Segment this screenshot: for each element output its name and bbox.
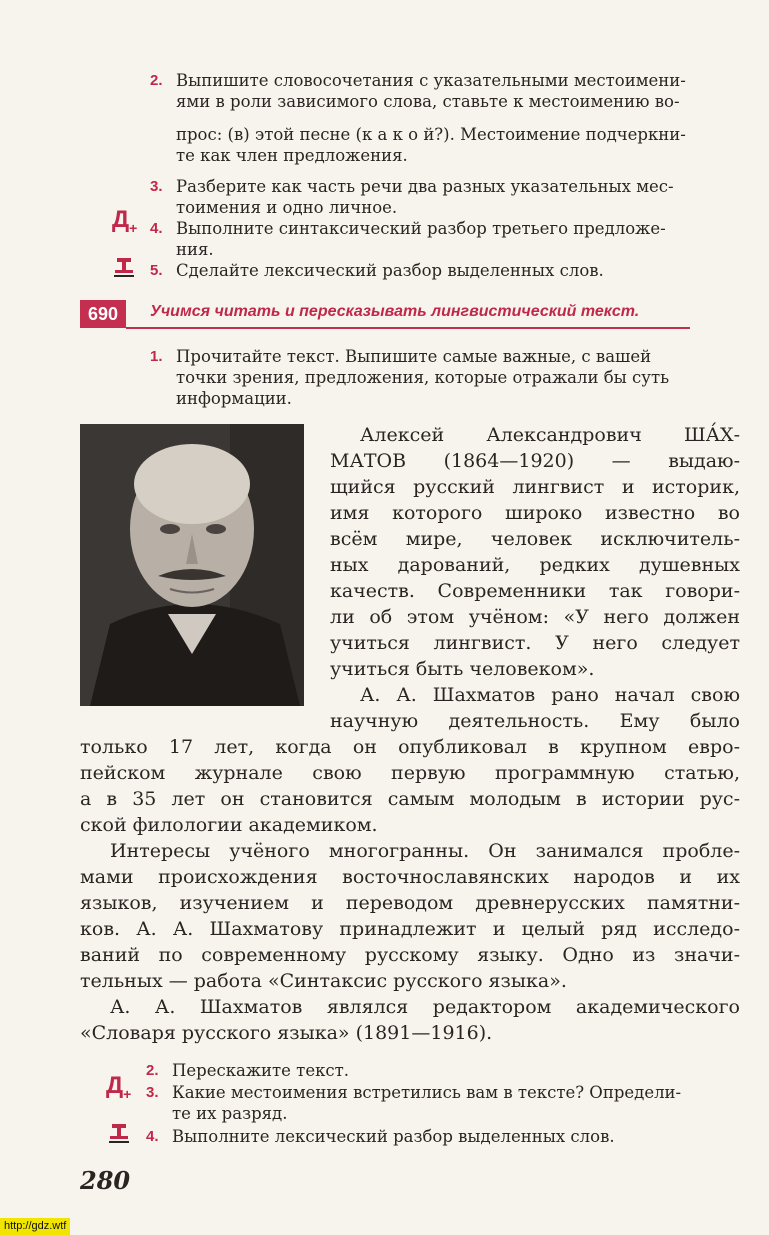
task-4-bottom bbox=[146, 1126, 746, 1148]
paragraph-main bbox=[80, 734, 740, 1046]
text-line: щийся русский лингвист и историк, bbox=[330, 476, 740, 498]
text-line: а в 35 лет он становится самым молодым в истории рус- bbox=[80, 788, 740, 810]
task-number: 5. bbox=[150, 262, 163, 279]
stamp-icon bbox=[108, 1122, 130, 1144]
task-text bbox=[176, 176, 674, 218]
text-line: тельных — работа «Синтаксис русского языка». bbox=[80, 970, 567, 992]
task-line: прос: (в) этой песне (к а к о й?). Местоимение подчеркни- bbox=[176, 125, 686, 144]
task-text bbox=[176, 260, 604, 281]
text-line: мами происхождения восточнославянских народов и их bbox=[80, 866, 740, 888]
task-line: Выпишите словосочетания с указательными местоимени- bbox=[176, 71, 686, 90]
task-2-top bbox=[150, 70, 750, 170]
stamp-icon bbox=[113, 256, 135, 278]
task-4-top bbox=[150, 218, 750, 260]
task-number: 2. bbox=[150, 72, 163, 89]
portrait-photo bbox=[80, 424, 304, 706]
task-line: точки зрения, предложения, которые отражали бы суть bbox=[176, 368, 670, 387]
text-line: ков. А. А. Шахматову принадлежит и целый ряд исследо- bbox=[80, 918, 740, 940]
exercise-number: 690 bbox=[80, 300, 126, 328]
task-5-top bbox=[150, 260, 750, 282]
text-line: имя которого широко известно во bbox=[330, 502, 740, 524]
header-rule bbox=[126, 327, 690, 329]
page-number: 280 bbox=[80, 1166, 131, 1195]
text-line: А. А. Шахматов рано начал свою bbox=[360, 684, 740, 706]
task-line: Прочитайте текст. Выпишите самые важные, с вашей bbox=[176, 347, 652, 366]
watermark-link[interactable]: http://gdz.wtf bbox=[0, 1218, 70, 1235]
task-line: те их разряд. bbox=[172, 1104, 288, 1123]
task-line: информации. bbox=[176, 389, 292, 408]
text-line: научную деятельность. Ему было bbox=[330, 710, 740, 732]
d-plus-icon: $Д_+$ bbox=[106, 1072, 132, 1102]
task-text bbox=[172, 1082, 681, 1124]
text-line: А. А. Шахматов являлся редактором академического bbox=[110, 996, 740, 1018]
task-number: 3. bbox=[150, 178, 163, 195]
task-3-bottom bbox=[146, 1082, 746, 1124]
text-line: ных дарований, редких душевных bbox=[330, 554, 740, 576]
task-3-top bbox=[150, 176, 750, 218]
text-line: ли об этом учёном: «У него должен bbox=[330, 606, 740, 628]
task-line: Какие местоимения встретились вам в тексте? Определи- bbox=[172, 1083, 682, 1102]
task-text bbox=[176, 346, 669, 409]
text-line: только 17 лет, когда он опубликовал в крупном евро- bbox=[80, 736, 740, 758]
task-line: те как член предложения. bbox=[176, 146, 408, 165]
task-text bbox=[172, 1126, 615, 1147]
text-line: ской филологии академиком. bbox=[80, 814, 378, 836]
text-line: качеств. Современники так говори- bbox=[330, 580, 740, 602]
paragraph-intro bbox=[330, 422, 740, 734]
task-line: Перескажите текст. bbox=[172, 1061, 350, 1080]
d-plus-icon: $Д_+$ bbox=[112, 206, 138, 236]
text-line: ваний по современному русскому языку. Одно из значи- bbox=[80, 944, 740, 966]
text-line: учиться быть человеком». bbox=[330, 658, 595, 680]
text-line: всём мире, человек исключитель- bbox=[330, 528, 740, 550]
text-line: Интересы учёного многогранны. Он занимался пробле- bbox=[110, 840, 740, 862]
text-line: языков, изучением и переводом древнерусских памятни- bbox=[80, 892, 740, 914]
task-line: Выполните лексический разбор выделенных слов. bbox=[172, 1127, 615, 1146]
task-line: тоимения и одно личное. bbox=[176, 198, 398, 217]
task-2-bottom bbox=[146, 1060, 746, 1082]
task-line: Разберите как часть речи два разных указательных мес- bbox=[176, 177, 674, 196]
task-line: ния. bbox=[176, 240, 214, 259]
task-text bbox=[176, 218, 666, 260]
task-line: Выполните синтаксический разбор третьего предложе- bbox=[176, 219, 666, 238]
exercise-title: Учимся читать и пересказывать лингвистический текст. bbox=[150, 303, 640, 320]
task-text bbox=[176, 70, 686, 166]
task-number: 1. bbox=[150, 348, 163, 365]
text-line: учиться лингвист. У него следует bbox=[330, 632, 740, 654]
text-line: пейском журнале свою первую программную статью, bbox=[80, 762, 740, 784]
task-1 bbox=[150, 346, 750, 410]
task-line: Сделайте лексический разбор выделенных слов. bbox=[176, 261, 604, 280]
text-line: Алексей Александрович ША́Х- bbox=[360, 424, 740, 446]
task-line: ями в роли зависимого слова, ставьте к местоимению во- bbox=[176, 92, 680, 111]
task-number: 3. bbox=[146, 1084, 159, 1101]
text-line: МАТОВ (1864—1920) — выдаю- bbox=[330, 450, 740, 472]
task-number: 4. bbox=[146, 1128, 159, 1145]
exercise-header bbox=[80, 300, 690, 330]
task-text bbox=[172, 1060, 349, 1081]
task-number: 2. bbox=[146, 1062, 159, 1079]
task-number: 4. bbox=[150, 220, 163, 237]
text-line: «Словаря русского языка» (1891—1916). bbox=[80, 1022, 493, 1044]
